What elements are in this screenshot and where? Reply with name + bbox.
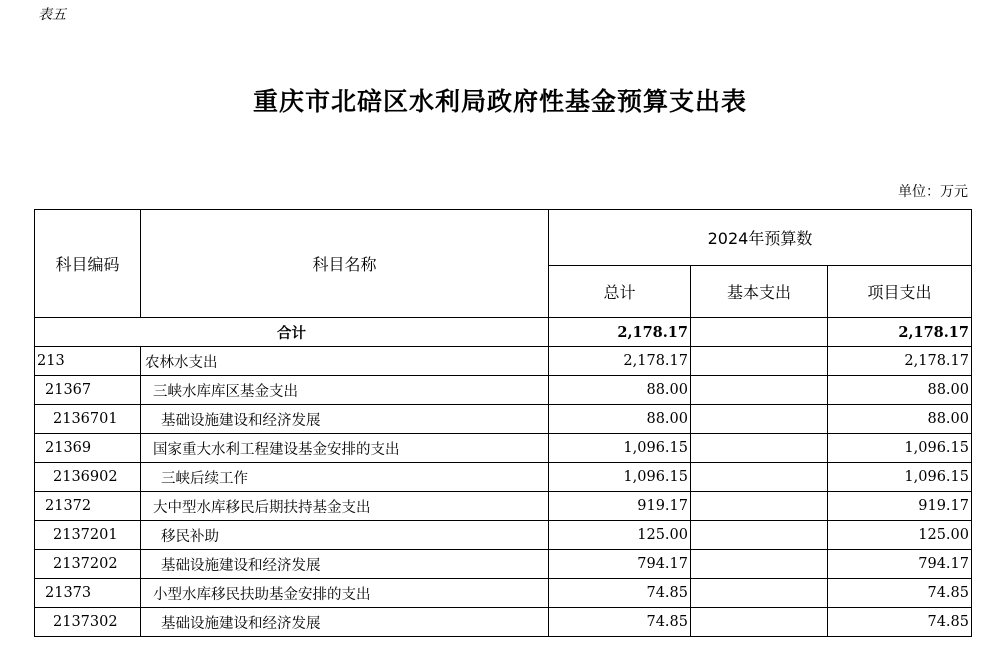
project-cell: 88.00: [828, 376, 972, 405]
total-cell: 74.85: [549, 608, 691, 637]
basic-cell: [691, 463, 828, 492]
project-cell: 919.17: [828, 492, 972, 521]
table-row: [35, 434, 972, 463]
total-cell: 919.17: [549, 492, 691, 521]
name-cell: 农林水支出: [141, 347, 549, 376]
name-cell: 基础设施建设和经济发展: [141, 608, 549, 637]
name-cell: 三峡后续工作: [141, 463, 549, 492]
code-cell: 2136701: [35, 405, 141, 434]
header-code: 科目编码: [35, 210, 141, 318]
table-row: [35, 376, 972, 405]
basic-cell: [691, 579, 828, 608]
code-cell: 2137302: [35, 608, 141, 637]
unit-label: 单位：万元: [898, 184, 968, 200]
code-cell: 2136902: [35, 463, 141, 492]
project-cell: 2,178.17: [828, 347, 972, 376]
total-cell: 88.00: [549, 405, 691, 434]
total-label: 合计: [35, 318, 549, 347]
basic-cell: [691, 434, 828, 463]
code-cell: 21367: [35, 376, 141, 405]
table-row: [35, 521, 972, 550]
code-cell: 21373: [35, 579, 141, 608]
budget-table: [34, 209, 972, 637]
name-cell: 三峡水库库区基金支出: [141, 376, 549, 405]
name-cell: 基础设施建设和经济发展: [141, 550, 549, 579]
total-cell: 88.00: [549, 376, 691, 405]
basic-cell: [691, 318, 828, 347]
total-cell: 1,096.15: [549, 463, 691, 492]
code-cell: 21372: [35, 492, 141, 521]
project-cell: 74.85: [828, 608, 972, 637]
table-row: [35, 492, 972, 521]
code-cell: 2137201: [35, 521, 141, 550]
header-total: 总计: [549, 266, 691, 318]
basic-cell: [691, 521, 828, 550]
code-cell: 21369: [35, 434, 141, 463]
total-row: [35, 318, 972, 347]
header-name: 科目名称: [141, 210, 549, 318]
total-cell: 794.17: [549, 550, 691, 579]
total-cell: 1,096.15: [549, 434, 691, 463]
project-cell: 2,178.17: [828, 318, 972, 347]
project-cell: 1,096.15: [828, 463, 972, 492]
name-cell: 国家重大水利工程建设基金安排的支出: [141, 434, 549, 463]
basic-cell: [691, 347, 828, 376]
project-cell: 88.00: [828, 405, 972, 434]
table-row: [35, 550, 972, 579]
total-cell: 2,178.17: [549, 347, 691, 376]
project-cell: 74.85: [828, 579, 972, 608]
table-row: [35, 347, 972, 376]
page-title: 重庆市北碚区水利局政府性基金预算支出表: [252, 87, 747, 116]
basic-cell: [691, 492, 828, 521]
name-cell: 大中型水库移民后期扶持基金支出: [141, 492, 549, 521]
code-cell: 2137202: [35, 550, 141, 579]
basic-cell: [691, 608, 828, 637]
total-cell: 2,178.17: [549, 318, 691, 347]
name-cell: 小型水库移民扶助基金安排的支出: [141, 579, 549, 608]
project-cell: 125.00: [828, 521, 972, 550]
table-number-label: 表五: [38, 7, 66, 23]
basic-cell: [691, 405, 828, 434]
header-basic: 基本支出: [691, 266, 828, 318]
code-cell: 213: [35, 347, 141, 376]
header-budget-group: 2024年预算数: [549, 210, 972, 266]
table-row: [35, 608, 972, 637]
name-cell: 基础设施建设和经济发展: [141, 405, 549, 434]
total-cell: 74.85: [549, 579, 691, 608]
project-cell: 1,096.15: [828, 434, 972, 463]
header-project: 项目支出: [828, 266, 972, 318]
table-row: [35, 463, 972, 492]
total-cell: 125.00: [549, 521, 691, 550]
table-row: [35, 405, 972, 434]
basic-cell: [691, 376, 828, 405]
project-cell: 794.17: [828, 550, 972, 579]
basic-cell: [691, 550, 828, 579]
name-cell: 移民补助: [141, 521, 549, 550]
table-row: [35, 579, 972, 608]
